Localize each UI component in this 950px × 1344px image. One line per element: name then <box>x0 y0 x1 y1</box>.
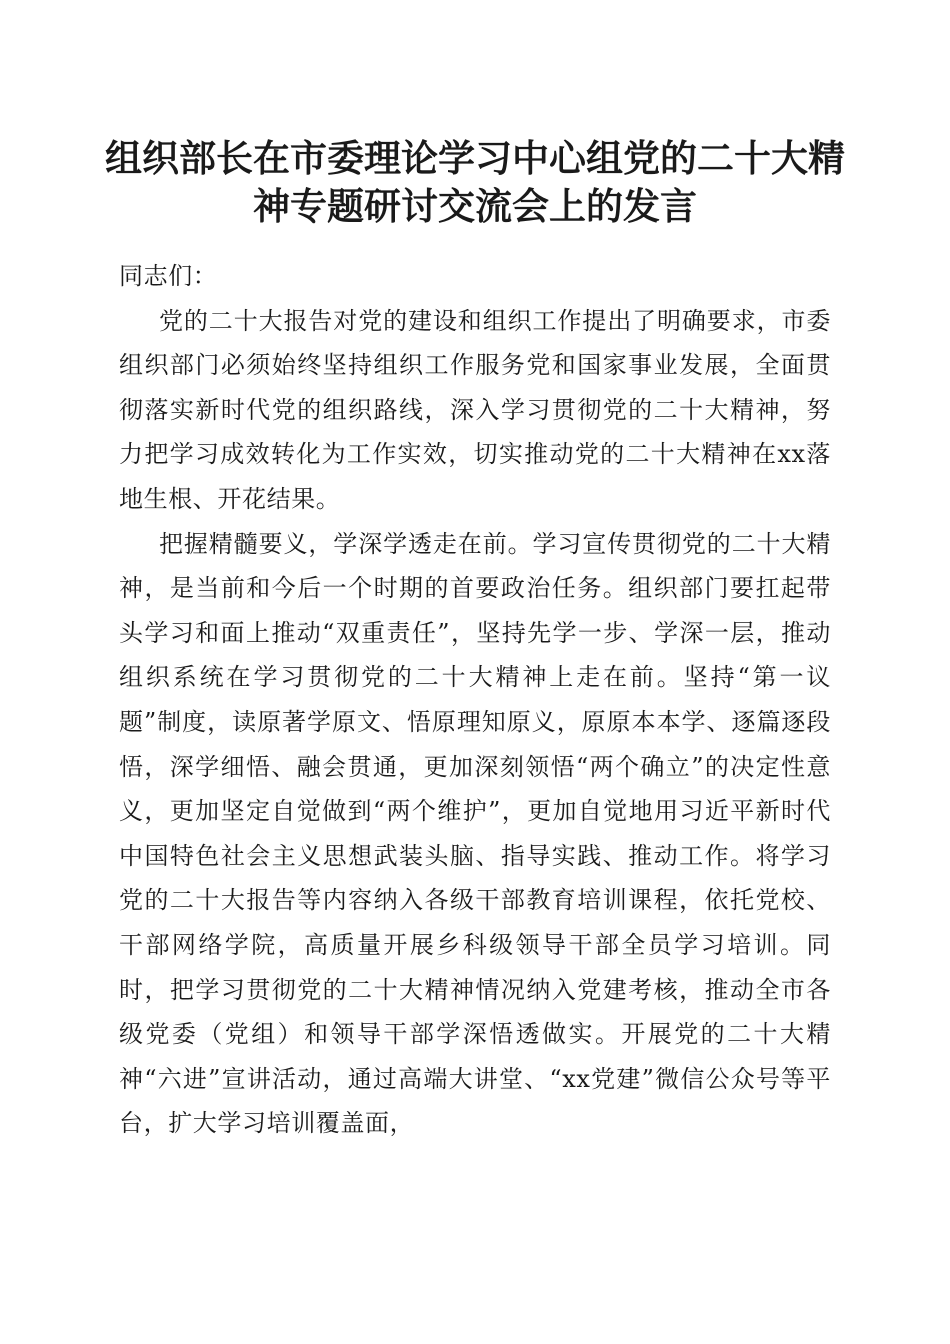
paragraph-grasp-essence: 把握精髓要义，学深学透走在前。学习宣传贯彻党的二十大精神，是当前和今后一个时期的首要政治任务。组织部门要扛起带头学习和面上推动“双重责任”，坚持先学一步、学深一层，推动组织系统在学习贯彻党的二十大精神上走在前。坚持“第一议题”制度，读原著学原文、悟原理知原义，原原本本学、逐篇逐段悟，深学细悟、融会贯通，更加深刻领悟“两个确立”的决定性意义，更加坚定自觉做到“两个维护”，更加自觉地用习近平新时代中国特色社会主义思想武装头脑、指导实践、推动工作。将学习党的二十大报告等内容纳入各级干部教育培训课程，依托党校、干部网络学院，高质量开展乡科级领导干部全员学习培训。同时，把学习贯彻党的二十大精神情况纳入党建考核，推动全市各级党委（党组）和领导干部学深悟透做实。开展党的二十大精神“六进”宣讲活动，通过高端大讲堂、“xx党建”微信公众号等平台，扩大学习培训覆盖面， <box>119 529 831 1138</box>
salutation: 同志们： <box>119 262 218 290</box>
document-body <box>119 254 831 1146</box>
paragraph-intro: 党的二十大报告对党的建设和组织工作提出了明确要求，市委组织部门必须始终坚持组织工作服务党和国家事业发展，全面贯彻落实新时代党的组织路线，深入学习贯彻党的二十大精神，努力把学习成效转化为工作实效，切实推动党的二十大精神在xx落地生根、开花结果。 <box>119 306 831 513</box>
document-title: 组织部长在市委理论学习中心组党的二十大精神专题研讨交流会上的发言 <box>105 136 845 228</box>
